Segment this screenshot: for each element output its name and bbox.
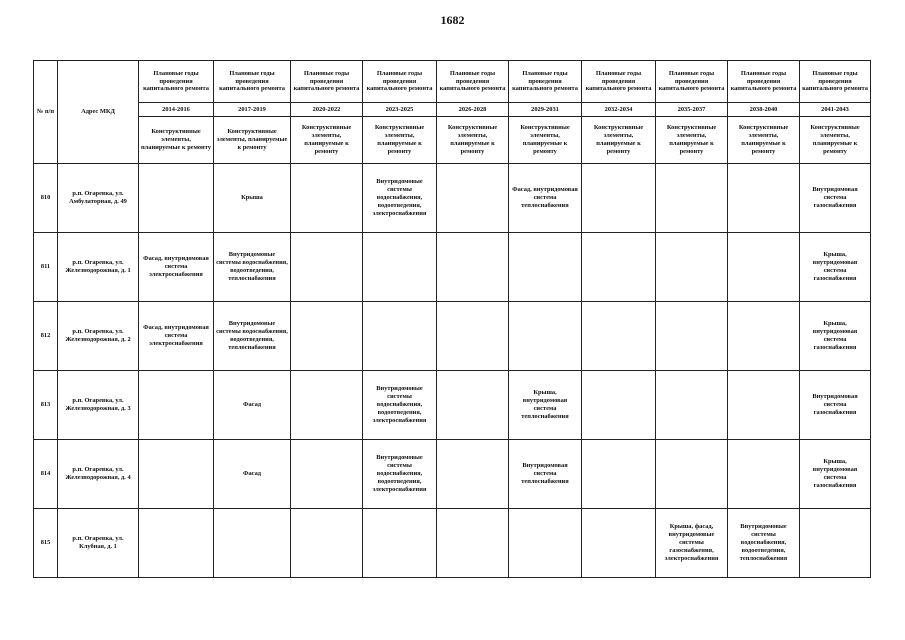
repair-cell: Внутридомовые системы водоснабжения, водоотведения, теплоснабжения: [214, 302, 291, 371]
repair-cell: [582, 509, 656, 578]
repair-cell: [139, 371, 214, 440]
repair-cell: [139, 440, 214, 509]
repair-cell: [728, 371, 800, 440]
table-row: [34, 233, 871, 302]
repair-cell: [656, 302, 728, 371]
elements-header: Конструктивные элементы, планируемые к ремонту: [509, 117, 582, 164]
repair-cell: [214, 509, 291, 578]
table-row: [34, 302, 871, 371]
period-years: 2026-2028: [437, 103, 509, 117]
period-header-title: Плановые годы проведения капитального ремонта: [214, 61, 291, 103]
repair-cell: [139, 509, 214, 578]
repair-cell: [363, 509, 437, 578]
period-header-title: Плановые годы проведения капитального ремонта: [800, 61, 871, 103]
row-address: р.п. Огаревка, ул. Железнодорожная, д. 4: [58, 440, 139, 509]
column-header-num: № п/п: [34, 61, 58, 164]
repair-cell: [728, 233, 800, 302]
repair-cell: [728, 440, 800, 509]
repair-cell: [437, 302, 509, 371]
period-years: 2014-2016: [139, 103, 214, 117]
period-years: 2017-2019: [214, 103, 291, 117]
repair-cell: Крыша: [214, 164, 291, 233]
period-header-title: Плановые годы проведения капитального ремонта: [509, 61, 582, 103]
table-row: [34, 371, 871, 440]
period-years: 2020-2022: [291, 103, 363, 117]
repair-cell: [363, 302, 437, 371]
period-years: 2035-2037: [656, 103, 728, 117]
elements-header: Конструктивные элементы, планируемые к ремонту: [656, 117, 728, 164]
row-address: р.п. Огаревка, ул. Железнодорожная, д. 3: [58, 371, 139, 440]
repair-cell: [728, 164, 800, 233]
period-header-title: Плановые годы проведения капитального ремонта: [437, 61, 509, 103]
period-years: 2032-2034: [582, 103, 656, 117]
repair-cell: [437, 371, 509, 440]
period-header-title: Плановые годы проведения капитального ремонта: [363, 61, 437, 103]
period-years: 2029-2031: [509, 103, 582, 117]
elements-header: Конструктивные элементы, планируемые к ремонту: [139, 117, 214, 164]
period-header-title: Плановые годы проведения капитального ремонта: [139, 61, 214, 103]
row-number: 812: [34, 302, 58, 371]
row-number: 814: [34, 440, 58, 509]
repair-cell: [656, 371, 728, 440]
elements-header: Конструктивные элементы, планируемые к ремонту: [214, 117, 291, 164]
repair-cell: [656, 233, 728, 302]
repair-cell: Внутридомовые системы водоснабжения, водоотведения, теплоснабжения: [214, 233, 291, 302]
table-row: [34, 509, 871, 578]
repair-cell: [656, 164, 728, 233]
repair-cell: [291, 233, 363, 302]
repair-cell: [139, 164, 214, 233]
repair-cell: Внутридомовые системы водоснабжения, водоотведения, электроснабжения: [363, 164, 437, 233]
repair-cell: [656, 440, 728, 509]
repair-cell: [437, 233, 509, 302]
repair-cell: [437, 440, 509, 509]
repair-cell: [509, 509, 582, 578]
period-years: 2041-2043: [800, 103, 871, 117]
repair-cell: [363, 233, 437, 302]
repair-cell: Крыша, внутридомовая система газоснабжения: [800, 302, 871, 371]
elements-header: Конструктивные элементы, планируемые к ремонту: [582, 117, 656, 164]
row-number: 813: [34, 371, 58, 440]
repair-cell: [291, 302, 363, 371]
period-years: 2023-2025: [363, 103, 437, 117]
repair-cell: [291, 509, 363, 578]
period-header-title: Плановые годы проведения капитального ремонта: [291, 61, 363, 103]
repair-cell: [728, 302, 800, 371]
repair-cell: [582, 371, 656, 440]
repair-cell: [291, 164, 363, 233]
elements-header: Конструктивные элементы, планируемые к ремонту: [363, 117, 437, 164]
elements-header: Конструктивные элементы, планируемые к ремонту: [800, 117, 871, 164]
repair-cell: Фасад, внутридомовая система теплоснабжения: [509, 164, 582, 233]
repair-cell: [582, 302, 656, 371]
page-number: 1682: [440, 13, 465, 27]
repair-cell: [509, 302, 582, 371]
repair-cell: [509, 233, 582, 302]
elements-header: Конструктивные элементы, планируемые к ремонту: [728, 117, 800, 164]
period-header-title: Плановые годы проведения капитального ремонта: [582, 61, 656, 103]
repair-cell: Внутридомовые системы водоснабжения, водоотведения, электроснабжения: [363, 440, 437, 509]
column-header-address: Адрес МКД: [58, 61, 139, 164]
repair-cell: Крыша, внутридомовая система теплоснабжения: [509, 371, 582, 440]
repair-cell: Внутридомовая система теплоснабжения: [509, 440, 582, 509]
elements-header: Конструктивные элементы, планируемые к ремонту: [291, 117, 363, 164]
repair-cell: [582, 440, 656, 509]
elements-header: Конструктивные элементы, планируемые к ремонту: [437, 117, 509, 164]
capital-repair-table: [33, 60, 871, 578]
repair-cell: [437, 164, 509, 233]
repair-cell: [291, 440, 363, 509]
row-number: 811: [34, 233, 58, 302]
repair-cell: Внутридомовая система газоснабжения: [800, 164, 871, 233]
repair-cell: Крыша, фасад, внутридомовые системы газоснабжения, электроснабжения: [656, 509, 728, 578]
table-row: [34, 440, 871, 509]
period-header-title: Плановые годы проведения капитального ремонта: [656, 61, 728, 103]
row-number: 815: [34, 509, 58, 578]
table-row: [34, 164, 871, 233]
repair-cell: [437, 509, 509, 578]
repair-cell: [582, 164, 656, 233]
period-header-title: Плановые годы проведения капитального ремонта: [728, 61, 800, 103]
repair-cell: Фасад, внутридомовая система электроснабжения: [139, 302, 214, 371]
row-address: р.п. Огаревка, ул. Клубная, д. 1: [58, 509, 139, 578]
repair-cell: Фасад, внутридомовая система электроснабжения: [139, 233, 214, 302]
repair-cell: [800, 509, 871, 578]
repair-cell: Внутридомовые системы водоснабжения, водоотведения, теплоснабжения: [728, 509, 800, 578]
row-address: р.п. Огаревка, ул. Амбулаторная, д. 49: [58, 164, 139, 233]
row-number: 810: [34, 164, 58, 233]
period-years: 2038-2040: [728, 103, 800, 117]
repair-cell: [582, 233, 656, 302]
repair-cell: Крыша, внутридомовая система газоснабжения: [800, 233, 871, 302]
repair-cell: Внутридомовая система газоснабжения: [800, 371, 871, 440]
repair-cell: Крыша, внутридомовая система газоснабжения: [800, 440, 871, 509]
repair-cell: [291, 371, 363, 440]
row-address: р.п. Огаревка, ул. Железнодорожная, д. 2: [58, 302, 139, 371]
row-address: р.п. Огаревка, ул. Железнодорожная, д. 1: [58, 233, 139, 302]
repair-cell: Внутридомовые системы водоснабжения, водоотведения, электроснабжения: [363, 371, 437, 440]
repair-cell: Фасад: [214, 371, 291, 440]
repair-cell: Фасад: [214, 440, 291, 509]
